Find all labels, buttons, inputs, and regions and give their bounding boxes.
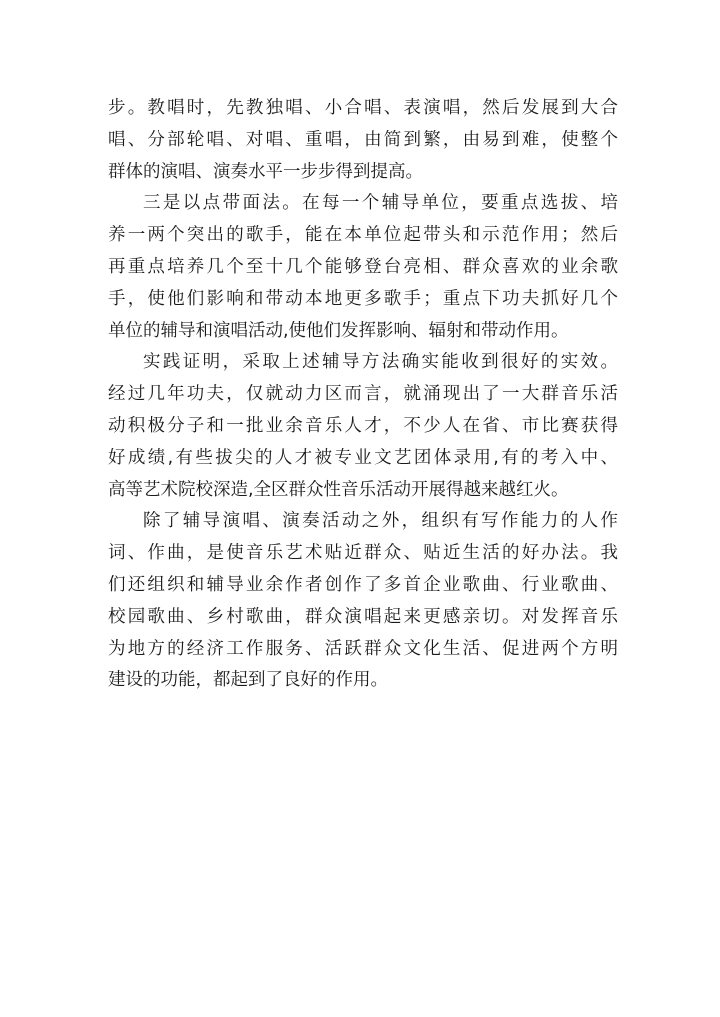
text-line: 步。教唱时，先教独唱、小合唱、表演唱，然后发展到大合 (108, 98, 618, 118)
text-line: 养一两个突出的歌手，能在本单位起带头和示范作用；然后 (108, 225, 618, 246)
text-line: 建设的功能，都起到了良好的作用。 (108, 670, 388, 691)
text-line: 除了辅导演唱、演奏活动之外，组织有写作能力的人作 (143, 511, 618, 532)
text-line: 单位的辅导和演唱活动,使他们发挥影响、辐射和带动作用。 (108, 320, 569, 341)
text-line: 经过几年功夫，仅就动力区而言，就涌现出了一大群音乐活 (108, 384, 618, 405)
text-line: 高等艺术院校深造,全区群众性音乐活动开展得越来越红火。 (108, 479, 569, 500)
text-line: 动积极分子和一批业余音乐人才，不少人在省、市比赛获得 (108, 415, 618, 436)
text-line: 群体的演唱、演奏水平一步步得到提高。 (108, 161, 423, 182)
text-line: 三是以点带面法。在每一个辅导单位，要重点选拔、培 (143, 193, 618, 214)
text-line: 校园歌曲、乡村歌曲，群众演唱起来更感亲切。对发挥音乐 (108, 606, 618, 627)
paragraph (108, 347, 618, 506)
text-line: 词、作曲，是使音乐艺术贴近群众、贴近生活的好办法。我 (108, 543, 618, 564)
text-line: 为地方的经济工作服务、活跃群众文化生活、促进两个方明 (108, 638, 618, 659)
text-line: 唱、分部轮唱、对唱、重唱，由简到繁，由易到难，使整个 (108, 129, 618, 150)
text-line: 好成绩,有些拔尖的人才被专业文艺团体录用,有的考入中、 (108, 447, 618, 468)
text-line: 手，使他们影响和带动本地更多歌手；重点下功夫抓好几个 (108, 288, 618, 309)
text-line: 们还组织和辅导业余作者创作了多首企业歌曲、行业歌曲、 (108, 574, 618, 595)
text-line: 实践证明，采取上述辅导方法确实能收到很好的实效。 (143, 352, 618, 373)
paragraph (108, 188, 618, 347)
paragraph (108, 93, 618, 188)
text-line: 再重点培养几个至十几个能够登台亮相、群众喜欢的业余歌 (108, 256, 618, 277)
body-text (108, 93, 618, 697)
paragraph (108, 506, 618, 697)
